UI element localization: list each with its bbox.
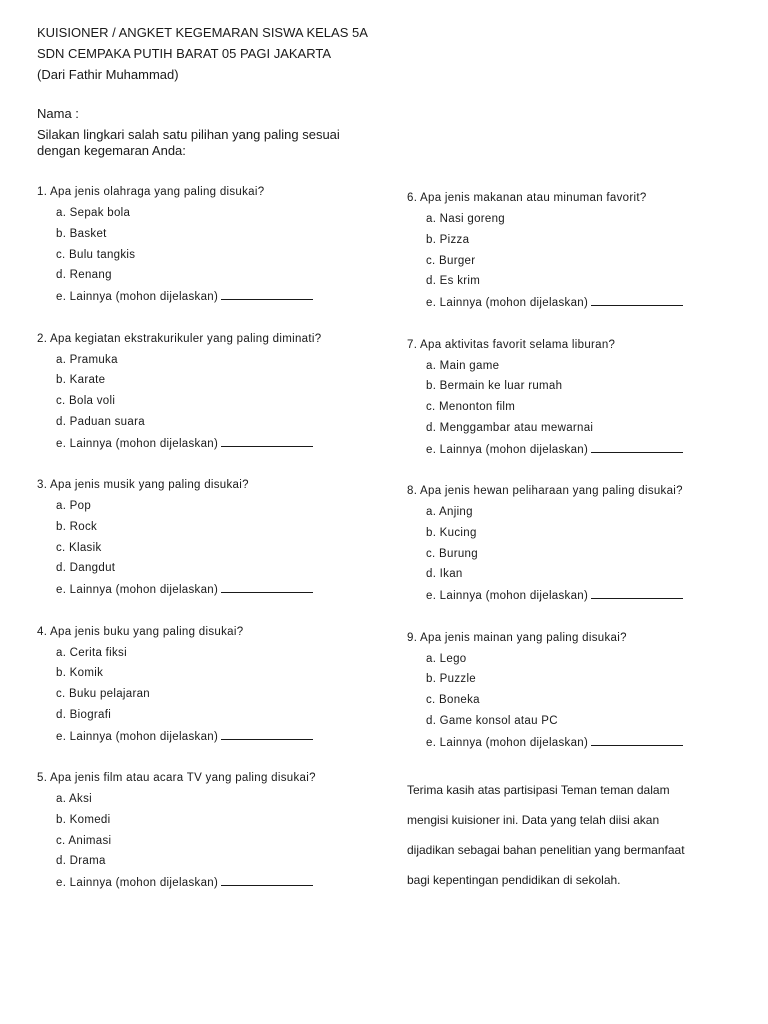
header-title: KUISIONER / ANGKET KEGEMARAN SISWA KELAS 5A: [37, 25, 368, 40]
option-d: d. Dangdut: [56, 562, 116, 575]
option-b: b. Puzzle: [426, 673, 477, 686]
question-title: 3. Apa jenis musik yang paling disukai?: [37, 479, 249, 491]
header-school: SDN CEMPAKA PUTIH BARAT 05 PAGI JAKARTA: [37, 46, 332, 61]
option-c: c. Menonton film: [426, 401, 516, 414]
option-a: a. Cerita fiksi: [56, 646, 127, 659]
option-e: [407, 294, 747, 315]
question-title: 8. Apa jenis hewan peliharaan yang paling disukai?: [407, 485, 683, 497]
question-3: [37, 477, 377, 624]
closing-line: mengisi kuisioner ini. Data yang telah diisi akan: [407, 813, 660, 827]
question-2: [37, 331, 377, 478]
option-e-label: e. Lainnya (mohon dijelaskan): [56, 877, 219, 890]
option-e-label: e. Lainnya (mohon dijelaskan): [426, 297, 589, 310]
question-column-left: [37, 184, 377, 917]
answer-blank-line: [591, 587, 683, 599]
closing-line: dijadikan sebagai bahan penelitian yang bermanfaat: [407, 843, 685, 857]
option-e: [37, 581, 377, 602]
question-4: [37, 624, 377, 771]
option-b: b. Basket: [56, 227, 107, 240]
option-e: [37, 288, 377, 309]
option-b: b. Bermain ke luar rumah: [426, 380, 563, 393]
answer-blank-line: [591, 294, 683, 306]
option-c: c. Bola voli: [56, 395, 116, 408]
option-e-label: e. Lainnya (mohon dijelaskan): [56, 730, 219, 743]
option-a: a. Lego: [426, 652, 467, 665]
option-e-label: e. Lainnya (mohon dijelaskan): [426, 736, 589, 749]
question-5: [37, 770, 377, 917]
answer-blank-line: [591, 734, 683, 746]
question-8: [407, 483, 747, 630]
option-d: d. Game konsol atau PC: [426, 714, 558, 727]
option-a: a. Main game: [426, 359, 500, 372]
option-e-label: e. Lainnya (mohon dijelaskan): [56, 437, 219, 450]
option-e: [37, 874, 377, 895]
option-c: c. Klasik: [56, 541, 102, 554]
option-e: [407, 734, 747, 755]
closing-line: Terima kasih atas partisipasi Teman teman dalam: [407, 783, 670, 797]
option-c: c. Bulu tangkis: [56, 248, 136, 261]
option-a: a. Pramuka: [56, 353, 118, 366]
option-b: b. Pizza: [426, 233, 470, 246]
answer-blank-line: [591, 441, 683, 453]
option-e: [37, 435, 377, 456]
option-c: c. Animasi: [56, 834, 112, 847]
option-e: [37, 728, 377, 749]
option-e-label: e. Lainnya (mohon dijelaskan): [56, 291, 219, 304]
option-a: a. Nasi goreng: [426, 213, 505, 225]
header-author: (Dari Fathir Muhammad): [37, 67, 179, 82]
question-title: 1. Apa jenis olahraga yang paling disukai?: [37, 186, 265, 198]
question-title: 2. Apa kegiatan ekstrakurikuler yang paling diminati?: [37, 332, 322, 345]
option-d: d. Ikan: [426, 568, 463, 581]
option-b: b. Komik: [56, 667, 104, 680]
answer-blank-line: [221, 435, 313, 447]
option-b: b. Rock: [56, 520, 98, 533]
closing-note: [407, 775, 737, 895]
option-b: b. Kucing: [426, 526, 477, 539]
document-header: [37, 22, 368, 85]
option-a: a. Aksi: [56, 793, 92, 805]
option-c: c. Burger: [426, 254, 476, 267]
option-e-label: e. Lainnya (mohon dijelaskan): [426, 590, 589, 603]
answer-blank-line: [221, 288, 313, 300]
option-a: a. Pop: [56, 500, 92, 512]
option-e: [407, 441, 747, 462]
option-d: d. Drama: [56, 855, 106, 868]
answer-blank-line: [221, 581, 313, 593]
option-a: a. Sepak bola: [56, 207, 131, 219]
option-a: a. Anjing: [426, 506, 473, 518]
option-c: c. Burung: [426, 547, 478, 560]
question-6: [407, 190, 747, 337]
option-e-label: e. Lainnya (mohon dijelaskan): [426, 443, 589, 456]
question-title: 7. Apa aktivitas favorit selama liburan?: [407, 338, 616, 351]
option-d: d. Menggambar atau mewarnai: [426, 421, 594, 434]
question-title: 6. Apa jenis makanan atau minuman favorit?: [407, 192, 647, 204]
question-7: [407, 337, 747, 484]
answer-blank-line: [221, 874, 313, 886]
option-d: d. Biografi: [56, 708, 112, 721]
instruction-text: Silakan lingkari salah satu pilihan yang paling sesuai dengan kegemaran Anda:: [37, 127, 340, 158]
closing-line: bagi kepentingan pendidikan di sekolah.: [407, 873, 621, 887]
option-c: c. Boneka: [426, 694, 480, 707]
option-b: b. Komedi: [56, 813, 111, 826]
answer-blank-line: [221, 728, 313, 740]
question-title: 9. Apa jenis mainan yang paling disukai?: [407, 631, 627, 644]
option-d: d. Renang: [56, 269, 112, 282]
option-d: d. Es krim: [426, 275, 481, 288]
option-b: b. Karate: [56, 374, 106, 387]
option-c: c. Buku pelajaran: [56, 688, 150, 701]
option-e-label: e. Lainnya (mohon dijelaskan): [56, 584, 219, 597]
question-1: [37, 184, 377, 331]
question-column-right: [407, 190, 747, 776]
option-d: d. Paduan suara: [56, 415, 145, 428]
question-9: [407, 630, 747, 777]
question-title: 5. Apa jenis film atau acara TV yang paling disukai?: [37, 772, 316, 784]
option-e: [407, 587, 747, 608]
question-title: 4. Apa jenis buku yang paling disukai?: [37, 625, 244, 638]
nama-label: Nama :: [37, 106, 79, 121]
